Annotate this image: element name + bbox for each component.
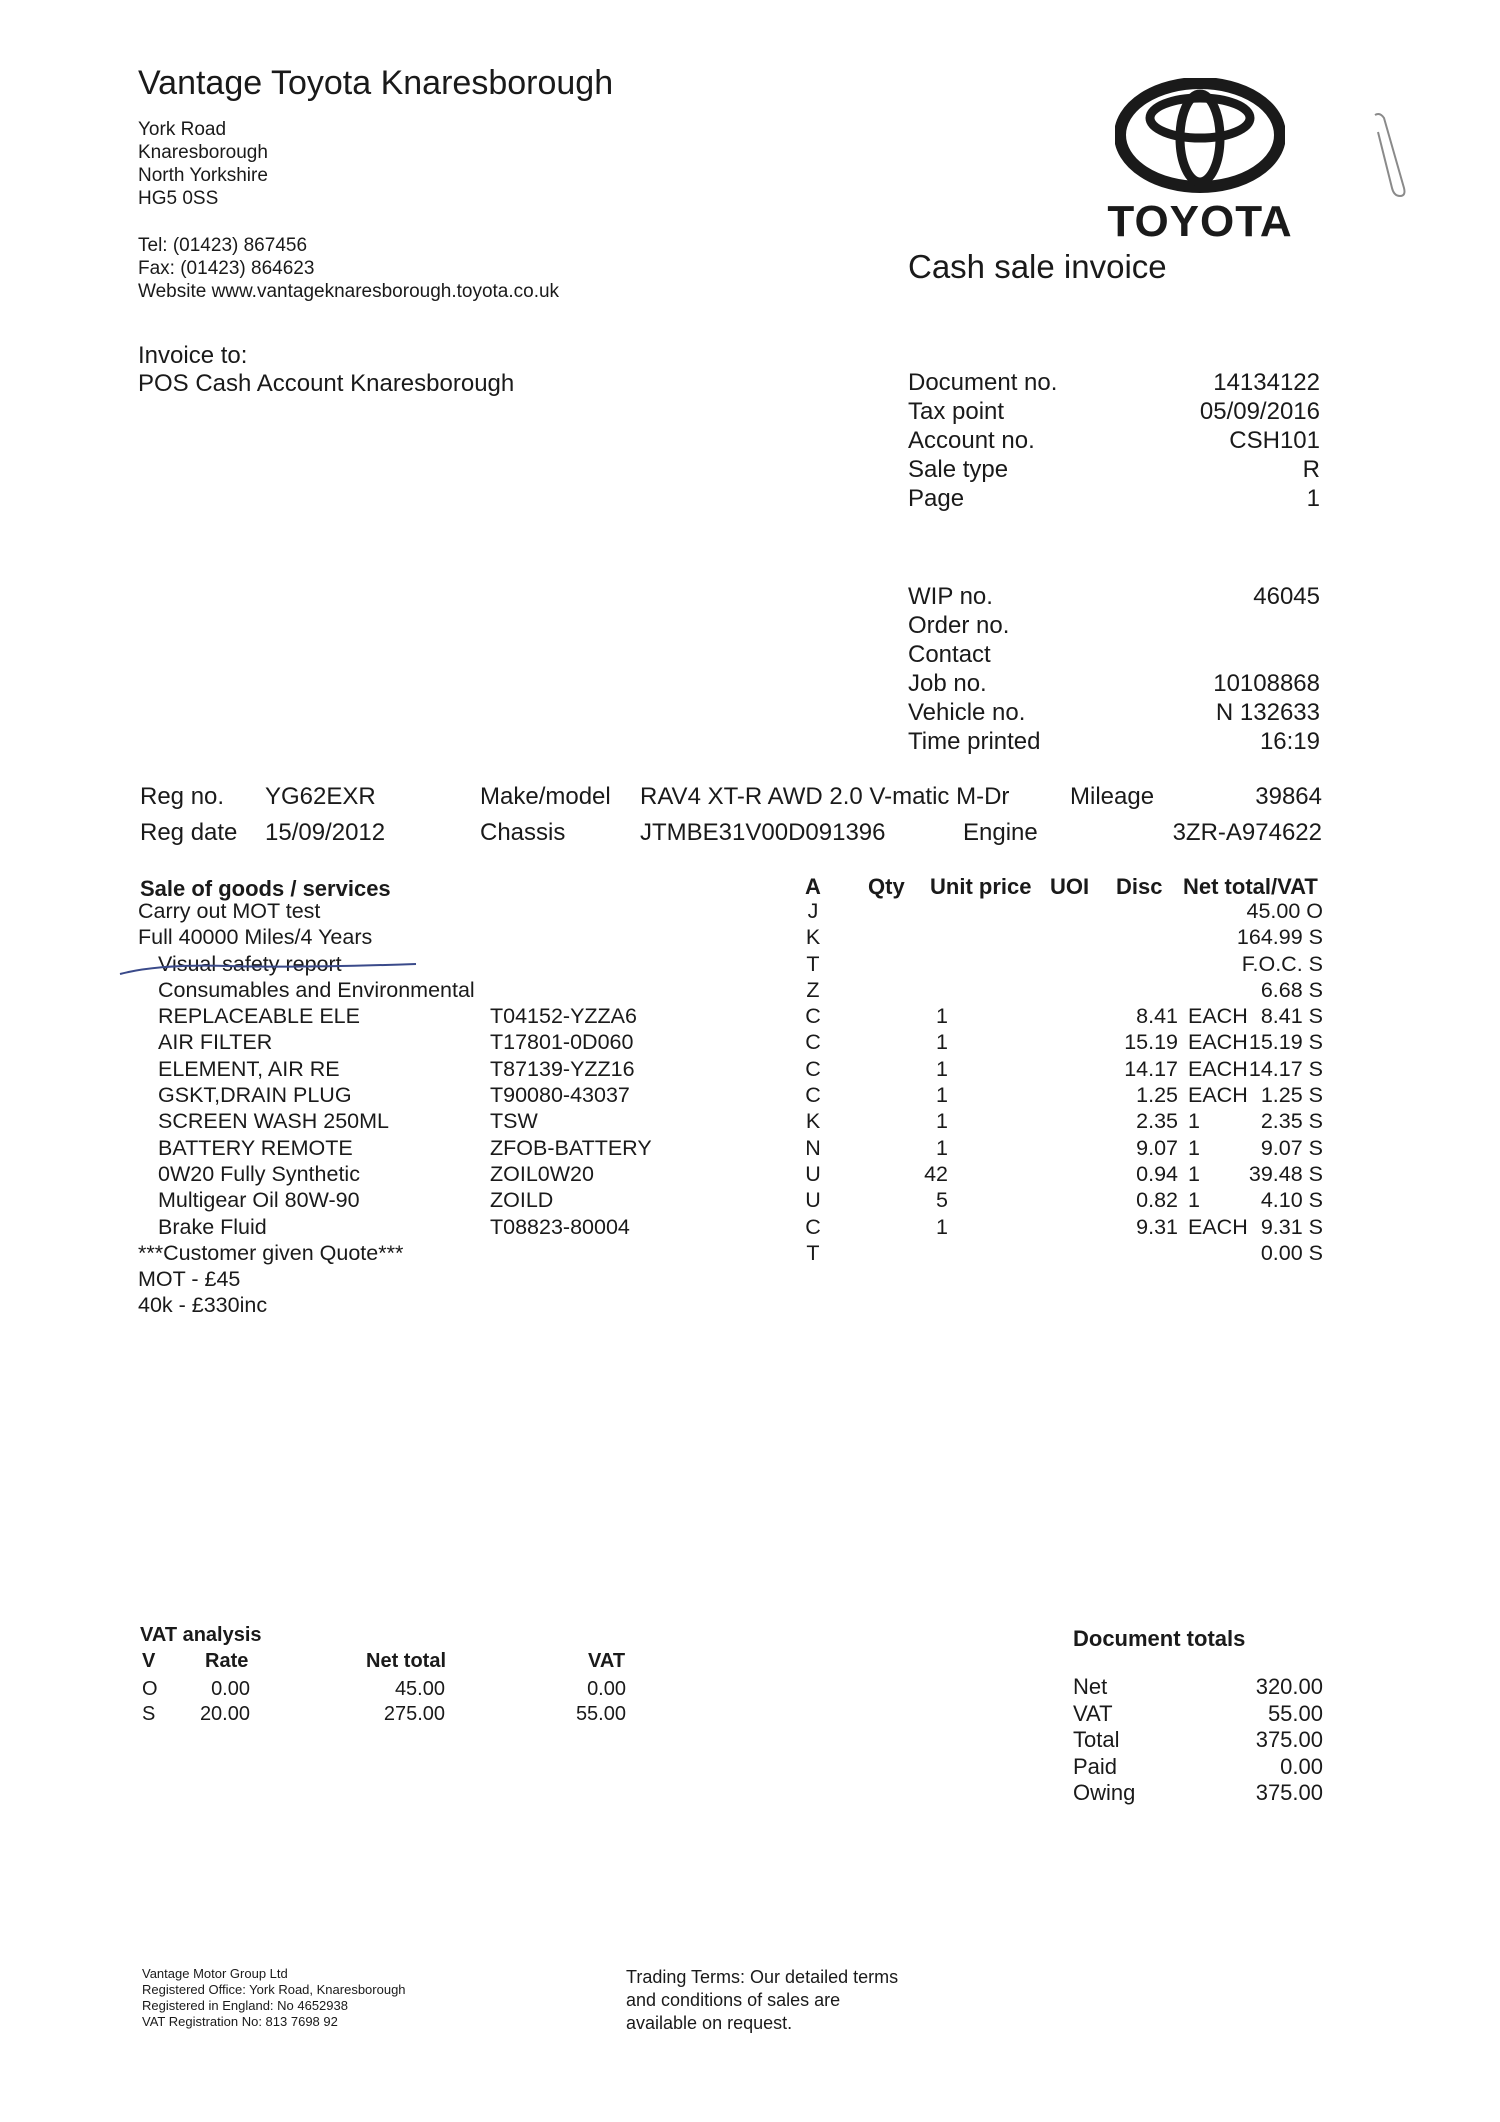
item-row bbox=[138, 1266, 1323, 1292]
vat-row-net: 45.00 bbox=[394, 1678, 445, 1700]
footer-line: Trading Terms: Our detailed terms bbox=[626, 1967, 899, 1987]
item-part-number: T04152-YZZA6 bbox=[490, 1004, 637, 1029]
vat-row-rate: 0.00 bbox=[211, 1678, 250, 1700]
item-description: Visual safety report bbox=[158, 951, 342, 976]
item-description: BATTERY REMOTE bbox=[158, 1135, 353, 1160]
item-net-total: 14.17 S bbox=[1248, 1056, 1323, 1081]
item-uoi: EACH bbox=[1188, 1056, 1248, 1081]
item-description: Full 40000 Miles/4 Years bbox=[138, 925, 373, 950]
info-value: 46045 bbox=[1253, 583, 1320, 610]
item-row bbox=[138, 1135, 1323, 1161]
info-label: Order no. bbox=[908, 612, 1010, 639]
item-row bbox=[138, 1003, 1323, 1029]
totals-row bbox=[1073, 1674, 1323, 1701]
address-line: York Road bbox=[138, 119, 227, 140]
info-row bbox=[908, 727, 1320, 756]
item-part-number: ZOILD bbox=[490, 1188, 554, 1213]
item-description: Carry out MOT test bbox=[138, 899, 321, 923]
item-vat-code: C bbox=[805, 1083, 821, 1108]
item-part-number: T87139-YZZ16 bbox=[490, 1056, 635, 1081]
vat-row-vat: 0.00 bbox=[587, 1678, 626, 1700]
info-value: R bbox=[1302, 456, 1320, 483]
totals-value: 375.00 bbox=[1255, 1727, 1323, 1752]
brand-logo bbox=[1100, 78, 1300, 247]
items-header-qty: Qty bbox=[868, 874, 905, 899]
item-unit-price: 9.31 bbox=[1136, 1214, 1178, 1239]
item-row bbox=[138, 1029, 1323, 1055]
totals-value: 320.00 bbox=[1255, 1674, 1323, 1699]
address-line: North Yorkshire bbox=[138, 165, 268, 186]
item-quantity: 42 bbox=[924, 1161, 948, 1186]
item-vat-code: K bbox=[805, 1109, 821, 1134]
vat-header-vat: VAT bbox=[588, 1650, 626, 1672]
document-info bbox=[908, 368, 1320, 513]
info-label: Contact bbox=[908, 641, 991, 668]
totals-value: 55.00 bbox=[1267, 1700, 1323, 1726]
item-vat-code: U bbox=[805, 1188, 821, 1213]
footer-line: Vantage Motor Group Ltd bbox=[142, 1966, 288, 1981]
item-quantity: 5 bbox=[936, 1188, 948, 1213]
info-label: Job no. bbox=[908, 670, 987, 697]
item-unit-price: 1.25 bbox=[1136, 1083, 1178, 1108]
item-quantity: 1 bbox=[936, 1109, 948, 1134]
invoice-to-name: POS Cash Account Knaresborough bbox=[138, 370, 515, 397]
info-row bbox=[908, 426, 1320, 455]
items-header-uoi: UOI bbox=[1050, 874, 1090, 899]
item-description: REPLACEABLE ELE bbox=[158, 1004, 360, 1029]
info-label: Time printed bbox=[908, 728, 1041, 755]
totals-label: Total bbox=[1073, 1727, 1120, 1752]
info-row bbox=[908, 368, 1320, 397]
item-row bbox=[138, 1108, 1323, 1134]
totals-row bbox=[1073, 1727, 1323, 1754]
item-quantity: 1 bbox=[936, 1056, 948, 1081]
item-net-total: 39.48 S bbox=[1248, 1161, 1323, 1186]
item-quantity: 1 bbox=[936, 1004, 948, 1029]
company-website: Website www.vantageknaresborough.toyota.co.uk bbox=[138, 281, 560, 302]
footer-trading-terms bbox=[626, 1966, 898, 2035]
info-row bbox=[908, 640, 1320, 669]
item-net-total: 9.31 S bbox=[1260, 1214, 1323, 1239]
info-value: 05/09/2016 bbox=[1199, 398, 1320, 425]
item-row bbox=[138, 977, 1323, 1003]
info-value: N 132633 bbox=[1215, 699, 1320, 726]
footer-line: Registered in England: No 4652938 bbox=[142, 1998, 348, 2013]
item-net-total: 4.10 S bbox=[1260, 1188, 1323, 1213]
info-row bbox=[908, 698, 1320, 727]
address-line: HG5 0SS bbox=[138, 188, 219, 209]
totals-row bbox=[1073, 1780, 1323, 1807]
item-part-number: ZOIL0W20 bbox=[490, 1161, 594, 1186]
reg-date-label: Reg date bbox=[140, 819, 238, 846]
item-description: Multigear Oil 80W-90 bbox=[158, 1188, 360, 1213]
item-net-total: 8.41 S bbox=[1260, 1004, 1323, 1029]
vat-row-code: O bbox=[142, 1678, 158, 1700]
info-label: Tax point bbox=[908, 398, 1005, 425]
item-description: 40k - £330inc bbox=[138, 1293, 268, 1318]
vat-row-net: 275.00 bbox=[383, 1703, 445, 1725]
item-row bbox=[138, 898, 1323, 924]
items-header-unit-price: Unit price bbox=[930, 874, 1032, 899]
company-address bbox=[138, 118, 268, 210]
brand-name: TOYOTA bbox=[1107, 197, 1293, 246]
item-net-total: 2.35 S bbox=[1260, 1109, 1323, 1134]
totals-row bbox=[1073, 1701, 1323, 1728]
item-row bbox=[138, 1214, 1323, 1240]
pen-underline-mark bbox=[118, 958, 418, 978]
item-unit-price: 9.07 bbox=[1136, 1135, 1178, 1160]
chassis-value: JTMBE31V00D091396 bbox=[640, 819, 886, 846]
item-vat-code: T bbox=[806, 951, 820, 976]
item-row bbox=[138, 1082, 1323, 1108]
item-vat-code: C bbox=[805, 1030, 821, 1055]
item-uoi: EACH bbox=[1188, 1030, 1248, 1055]
item-uoi: EACH bbox=[1188, 1004, 1248, 1029]
totals-value: 375.00 bbox=[1255, 1780, 1323, 1805]
reg-no-value: YG62EXR bbox=[265, 783, 376, 810]
item-net-total: 164.99 S bbox=[1236, 925, 1323, 950]
vat-header-rate: Rate bbox=[205, 1650, 249, 1672]
invoice-to-label: Invoice to: bbox=[138, 342, 248, 369]
items-header-net-total: Net total/VAT bbox=[1183, 874, 1318, 899]
mileage-label: Mileage bbox=[1070, 783, 1155, 810]
item-row bbox=[138, 924, 1323, 950]
item-net-total: 0.00 S bbox=[1260, 1240, 1323, 1265]
footer-line: VAT Registration No: 813 7698 92 bbox=[142, 2014, 338, 2029]
make-model-value: RAV4 XT-R AWD 2.0 V-matic M-Dr bbox=[640, 783, 1010, 810]
info-label: Sale type bbox=[908, 456, 1009, 483]
item-net-total: 9.07 S bbox=[1260, 1135, 1323, 1160]
make-model-label: Make/model bbox=[480, 783, 611, 810]
item-description: ***Customer given Quote*** bbox=[138, 1240, 404, 1265]
item-vat-code: Z bbox=[806, 977, 820, 1002]
item-row bbox=[138, 1240, 1323, 1266]
company-contact bbox=[138, 234, 559, 303]
company-tel: Tel: (01423) 867456 bbox=[138, 235, 308, 256]
item-quantity: 1 bbox=[936, 1135, 948, 1160]
item-net-total: F.O.C. S bbox=[1241, 951, 1323, 976]
toyota-logo-icon bbox=[1115, 78, 1285, 193]
item-quantity: 1 bbox=[936, 1214, 948, 1239]
address-line: Knaresborough bbox=[138, 142, 268, 163]
job-info bbox=[908, 582, 1320, 756]
totals-label: VAT bbox=[1073, 1700, 1113, 1726]
items-header-disc: Disc bbox=[1116, 874, 1163, 899]
vat-row-rate: 20.00 bbox=[199, 1703, 250, 1725]
vat-header-net: Net total bbox=[366, 1650, 446, 1672]
document-title: Cash sale invoice bbox=[908, 248, 1167, 285]
reg-no-label: Reg no. bbox=[140, 783, 225, 810]
item-unit-price: 8.41 bbox=[1136, 1004, 1178, 1029]
info-value: CSH101 bbox=[1229, 427, 1320, 454]
item-uoi: 1 bbox=[1188, 1109, 1200, 1134]
vat-row-code: S bbox=[142, 1703, 156, 1725]
item-vat-code: N bbox=[805, 1135, 821, 1160]
info-label: WIP no. bbox=[908, 583, 993, 610]
item-vat-code: J bbox=[807, 899, 819, 923]
footer-line: available on request. bbox=[626, 2013, 793, 2033]
document-totals bbox=[1073, 1674, 1323, 1807]
info-value: 1 bbox=[1306, 485, 1320, 512]
footer-line: and conditions of sales are bbox=[626, 1990, 841, 2010]
item-unit-price: 2.35 bbox=[1136, 1109, 1178, 1134]
paper-clip-icon bbox=[1370, 110, 1410, 200]
item-row bbox=[138, 1187, 1323, 1213]
item-net-total: 15.19 S bbox=[1248, 1030, 1323, 1055]
mileage-value: 39864 bbox=[1255, 783, 1322, 810]
footer-registration bbox=[142, 1966, 406, 2030]
items-header-description: Sale of goods / services bbox=[140, 876, 391, 901]
item-row bbox=[138, 1161, 1323, 1187]
item-uoi: 1 bbox=[1188, 1188, 1200, 1213]
engine-value: 3ZR-A974622 bbox=[1172, 819, 1322, 846]
item-description: Consumables and Environmental bbox=[158, 977, 475, 1002]
item-unit-price: 15.19 bbox=[1124, 1030, 1178, 1055]
info-row bbox=[908, 669, 1320, 698]
item-net-total: 6.68 S bbox=[1260, 977, 1323, 1002]
engine-label: Engine bbox=[963, 819, 1038, 846]
item-quantity: 1 bbox=[936, 1030, 948, 1055]
document-totals-title: Document totals bbox=[1073, 1626, 1246, 1651]
item-uoi: 1 bbox=[1188, 1135, 1200, 1160]
totals-label: Net bbox=[1073, 1674, 1108, 1699]
vat-row-vat: 55.00 bbox=[575, 1703, 626, 1725]
totals-label: Paid bbox=[1073, 1753, 1118, 1779]
footer-line: Registered Office: York Road, Knaresborough bbox=[142, 1982, 406, 1997]
info-label: Vehicle no. bbox=[908, 699, 1026, 726]
item-vat-code: C bbox=[805, 1056, 821, 1081]
item-part-number: T90080-43037 bbox=[490, 1083, 630, 1108]
item-uoi: EACH bbox=[1188, 1083, 1248, 1108]
item-part-number: ZFOB-BATTERY bbox=[490, 1135, 652, 1160]
item-part-number: TSW bbox=[490, 1109, 538, 1134]
item-vat-code: C bbox=[805, 1004, 821, 1029]
item-unit-price: 14.17 bbox=[1124, 1056, 1178, 1081]
item-unit-price: 0.82 bbox=[1136, 1188, 1178, 1213]
totals-label: Owing bbox=[1073, 1780, 1136, 1805]
totals-value: 0.00 bbox=[1280, 1753, 1323, 1779]
item-description: 0W20 Fully Synthetic bbox=[158, 1161, 360, 1186]
info-value: 10108868 bbox=[1213, 670, 1320, 697]
item-vat-code: T bbox=[806, 1240, 820, 1265]
info-value: 14134122 bbox=[1213, 369, 1320, 396]
info-label: Account no. bbox=[908, 427, 1035, 454]
company-name: Vantage Toyota Knaresborough bbox=[138, 64, 614, 102]
item-description: MOT - £45 bbox=[138, 1267, 241, 1292]
info-label: Document no. bbox=[908, 369, 1058, 396]
item-description: Brake Fluid bbox=[158, 1214, 267, 1239]
item-vat-code: C bbox=[805, 1214, 821, 1239]
item-part-number: T17801-0D060 bbox=[490, 1030, 634, 1055]
items-header-a: A bbox=[805, 874, 821, 899]
item-description: AIR FILTER bbox=[158, 1030, 273, 1055]
info-row bbox=[908, 484, 1320, 513]
item-row bbox=[138, 1292, 1323, 1318]
vat-analysis-title: VAT analysis bbox=[140, 1624, 262, 1646]
info-row bbox=[908, 455, 1320, 484]
item-row bbox=[138, 1056, 1323, 1082]
item-description: GSKT,DRAIN PLUG bbox=[158, 1083, 352, 1108]
info-label: Page bbox=[908, 485, 965, 512]
company-fax: Fax: (01423) 864623 bbox=[138, 258, 315, 279]
reg-date-value: 15/09/2012 bbox=[265, 819, 386, 846]
item-vat-code: U bbox=[805, 1161, 821, 1186]
item-uoi: EACH bbox=[1188, 1214, 1248, 1239]
item-description: ELEMENT, AIR RE bbox=[158, 1056, 340, 1081]
info-row bbox=[908, 611, 1320, 640]
item-description: SCREEN WASH 250ML bbox=[158, 1109, 389, 1134]
vat-header-v: V bbox=[142, 1650, 156, 1672]
item-net-total: 1.25 S bbox=[1260, 1083, 1323, 1108]
chassis-label: Chassis bbox=[480, 819, 566, 846]
item-uoi: 1 bbox=[1188, 1161, 1200, 1186]
totals-row bbox=[1073, 1754, 1323, 1781]
item-quantity: 1 bbox=[936, 1083, 948, 1108]
info-row bbox=[908, 582, 1320, 611]
info-row bbox=[908, 397, 1320, 426]
item-part-number: T08823-80004 bbox=[490, 1214, 630, 1239]
info-value: 16:19 bbox=[1259, 728, 1320, 755]
item-net-total: 45.00 O bbox=[1246, 899, 1323, 923]
item-unit-price: 0.94 bbox=[1136, 1161, 1178, 1186]
item-vat-code: K bbox=[805, 925, 821, 950]
